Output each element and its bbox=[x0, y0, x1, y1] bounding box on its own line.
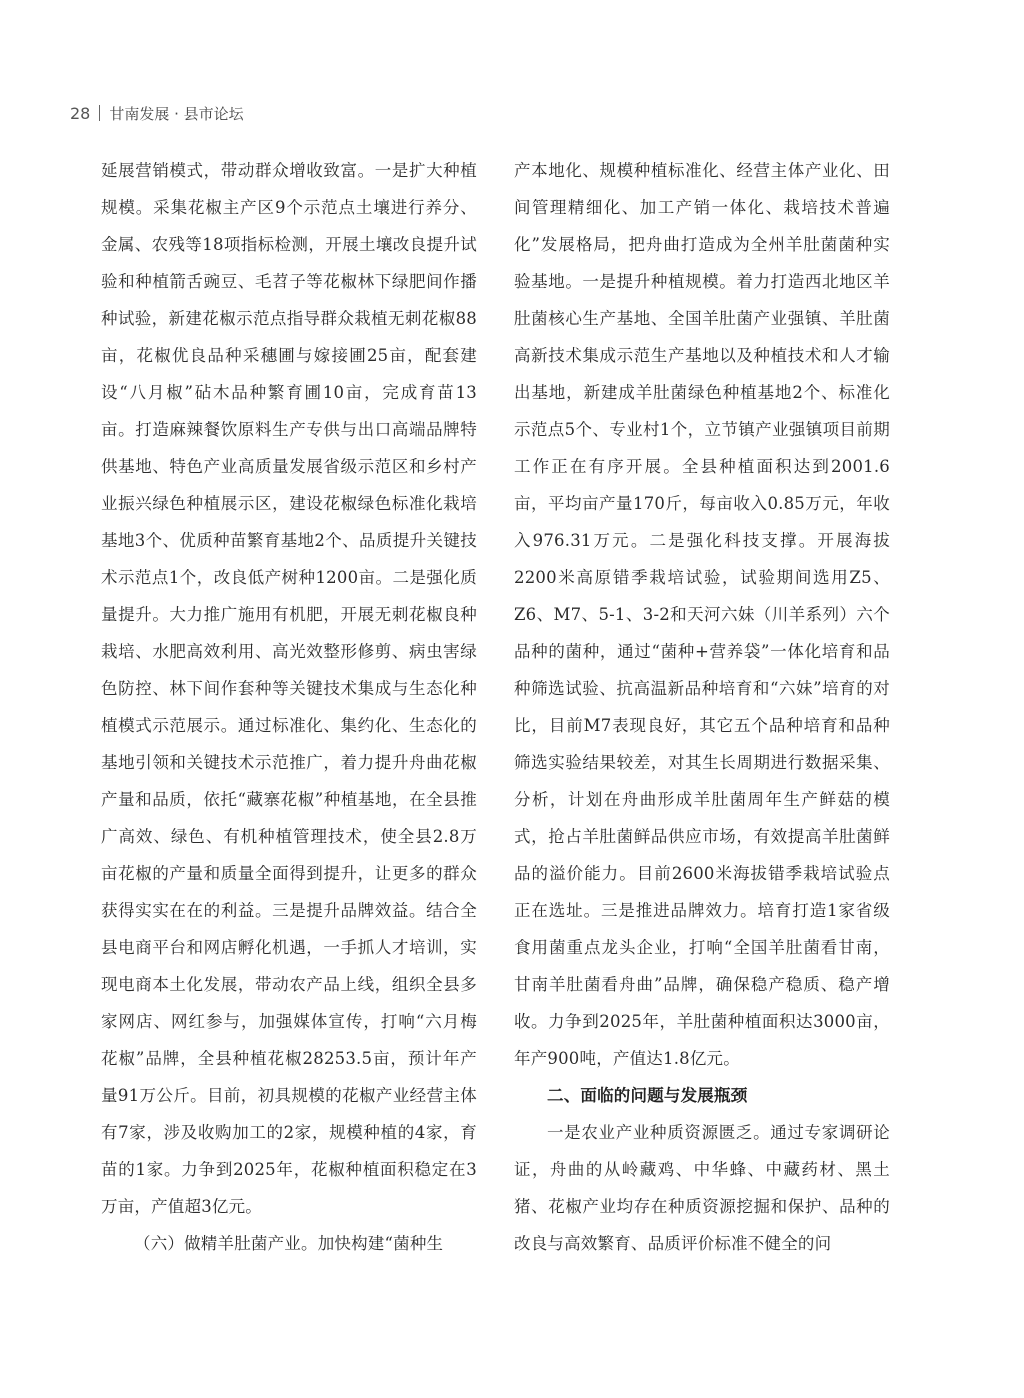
body-paragraph: （六）做精羊肚菌产业。加快构建“菌种生 bbox=[134, 1234, 444, 1253]
body-paragraph: 一是农业产业种质资源匮乏。通过专家调研论证，舟曲的从岭藏鸡、中华蜂、中藏药材、黑土猪、花椒产业均存在种质资源挖掘和保护、品种的改良与高效繁育、品质评价标准不健全的问 bbox=[514, 1123, 890, 1253]
body-paragraph: 产本地化、规模种植标准化、经营主体产业化、田间管理精细化、加工产销一体化、栽培技术普遍化”发展格局，把舟曲打造成为全州羊肚菌菌种实验基地。一是提升种植规模。着力打造西北地区羊肚菌核心生产基地、全国羊肚菌产业强镇、羊肚菌高新技术集成示范生产基地以及种植技术和人才输出基地，新建成羊肚菌绿色种植基地2个、标准化示范点5个、专业村1个，立节镇产业强镇项目前期工作正在有序开展。全县种植面积达到2001.6亩，平均亩产量170斤，每亩收入0.85万元，年收入976.31万元。二是强化科技支撑。开展海拔2200米高原错季栽培试验，试验期间选用Z5、Z6、M7、5-1、3-2和天河六妹（川羊系列）六个品种的菌种，通过“菌种+营养袋”一体化培育和品种筛选试验、抗高温新品种培育和“六妹”培育的对比，目前M7表现良好，其它五个品种培育和品种筛选实验结果较差，对其生长周期进行数据采集、分析，计划在舟曲形成羊肚菌周年生产鲜菇的模式，抢占羊肚菌鲜品供应市场，有效提高羊肚菌鲜品的溢价能力。目前2600米海拔错季栽培试验点正在选址。三是推进品牌效力。培育打造1家省级食用菌重点龙头企业，打响“全国羊肚菌看甘南，甘南羊肚菌看舟曲”品牌，确保稳产稳质、稳产增收。力争到2025年，羊肚菌种植面积达3000亩，年产900吨，产值达1.8亿元。 bbox=[514, 161, 890, 1068]
page-number: 28 bbox=[70, 103, 91, 123]
left-column bbox=[101, 152, 477, 1262]
right-column bbox=[514, 152, 890, 1262]
body-paragraph: 延展营销模式，带动群众增收致富。一是扩大种植规模。采集花椒主产区9个示范点土壤进行养分、金属、农残等18项指标检测，开展土壤改良提升试验和种植箭舌豌豆、毛苕子等花椒林下绿肥间作播种试验，新建花椒示范点指导群众栽植无刺花椒88亩，花椒优良品种采穗圃与嫁接圃25亩，配套建设“八月椒”砧木品种繁育圃10亩，完成育苗13亩。打造麻辣餐饮原料生产专供与出口高端品牌特供基地、特色产业高质量发展省级示范区和乡村产业振兴绿色种植展示区，建设花椒绿色标准化栽培基地3个、优质种苗繁育基地2个、品质提升关键技术示范点1个，改良低产树种1200亩。二是强化质量提升。大力推广施用有机肥，开展无刺花椒良种栽培、水肥高效利用、高光效整形修剪、病虫害绿色防控、林下间作套种等关键技术集成与生态化种植模式示范展示。通过标准化、集约化、生态化的基地引领和关键技术示范推广，着力提升舟曲花椒产量和品质，依托“藏寨花椒”种植基地，在全县推广高效、绿色、有机种植管理技术，使全县2.8万亩花椒的产量和质量全面得到提升，让更多的群众获得实实在在的利益。三是提升品牌效益。结合全县电商平台和网店孵化机遇，一手抓人才培训，实现电商本土化发展，带动农产品上线，组织全县多家网店、网红参与，加强媒体宣传，打响“六月梅花椒”品牌，全县种植花椒28253.5亩，预计年产量91万公斤。目前，初具规模的花椒产业经营主体有7家，涉及收购加工的2家，规模种植的4家，育苗的1家。力争到2025年，花椒种植面积稳定在3万亩，产值超3亿元。 bbox=[101, 161, 477, 1216]
header-divider bbox=[99, 105, 100, 121]
section-heading: 二、面临的问题与发展瓶颈 bbox=[547, 1086, 748, 1105]
page-header bbox=[70, 100, 244, 126]
publication-title: 甘南发展 · 县市论坛 bbox=[109, 104, 244, 123]
